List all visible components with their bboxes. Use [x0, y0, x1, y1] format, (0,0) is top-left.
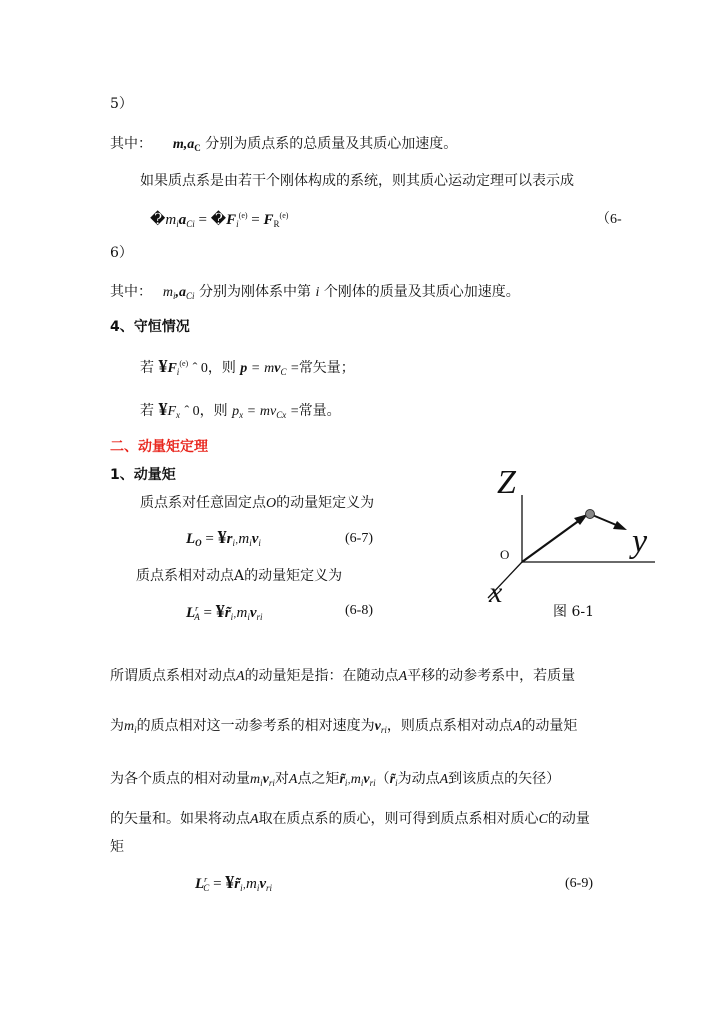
force-symbol: F	[167, 361, 177, 376]
point-symbol: A	[236, 669, 245, 684]
line-continuation	[110, 244, 133, 262]
subscript: i	[249, 538, 252, 548]
text: 如果质点系是由若干个刚体构成的系统，则其质心运动定理可以表示成	[140, 173, 574, 189]
text: 为	[110, 718, 124, 734]
velocity-symbol: v	[251, 531, 259, 547]
momentum-symbol: p	[232, 404, 240, 419]
text: ，则	[199, 403, 228, 419]
text: 个刚体的质量及其质心加速度。	[323, 284, 520, 300]
sum-glyph: ¥	[215, 601, 225, 621]
point-symbol: A	[398, 669, 408, 684]
equation-number: (6-7)	[345, 531, 373, 546]
superscript: r	[195, 604, 199, 613]
point-symbol: A	[512, 719, 522, 734]
subscript: x	[239, 410, 244, 420]
subscript: C	[203, 883, 210, 893]
mass-symbol: m	[350, 772, 361, 787]
position-symbol: r	[226, 531, 233, 547]
text: 的动量矩	[521, 718, 578, 734]
subscript: C	[280, 367, 287, 377]
text: 的质点相对这一动参考系的相对速度为	[136, 718, 375, 734]
paragraph-line-5: 矩	[110, 839, 124, 855]
cross-symbol: ‚	[235, 535, 239, 546]
section-heading-4: 4、守恒情况	[110, 319, 190, 335]
position-vector	[522, 517, 584, 562]
section-heading-2: 二、动量矩定理	[110, 439, 208, 455]
velocity-symbol: v	[374, 719, 381, 734]
subscript: i	[173, 291, 176, 301]
text: 所谓质点系相对动点	[110, 668, 236, 684]
subscript: i	[247, 612, 250, 622]
accel-symbol: a	[178, 212, 187, 228]
operator: =	[251, 212, 260, 228]
operator: =	[290, 404, 299, 419]
paragraph-line-3	[110, 770, 560, 792]
mass-symbol: m	[124, 719, 135, 734]
figure-label-origin: O	[500, 547, 510, 562]
equation-number: （6-	[596, 212, 622, 227]
superscript: (e)	[279, 211, 289, 220]
subscript: i	[232, 538, 235, 548]
paragraph-moving-point	[136, 567, 342, 585]
sum-glyph: ¥	[158, 356, 168, 376]
text: 其中：	[110, 284, 152, 300]
figure-label-z: Z	[497, 464, 516, 501]
line-continuation	[110, 95, 133, 113]
mass-symbol: m	[245, 876, 257, 892]
subscript: A	[194, 612, 200, 622]
force-symbol: F	[226, 212, 237, 228]
paragraph-where-2	[110, 283, 520, 305]
text: 取在质点系的质心，则可得到质点系相对质心	[258, 811, 539, 827]
text: 分别为质点系的总质量及其质心加速度。	[205, 136, 458, 152]
subscript: Ci	[186, 291, 195, 301]
position-symbol: r̃	[389, 772, 396, 787]
velocity-symbol: v	[259, 876, 267, 892]
cross-symbol: ‚	[242, 880, 246, 891]
force-symbol: F	[263, 212, 274, 228]
operator: =	[203, 605, 213, 621]
mass-symbol: m	[259, 404, 271, 419]
text: 对	[274, 771, 289, 787]
subscript: i	[176, 219, 179, 229]
text: 6）	[110, 245, 133, 261]
operator: =	[213, 876, 222, 892]
position-symbol: r̃	[224, 605, 231, 621]
momentum-moment-symbol: L	[186, 531, 196, 547]
mass-symbol: m	[264, 361, 275, 376]
text: 质点系对任意固定点	[140, 495, 266, 511]
figure-caption: 图 6-1	[553, 604, 594, 620]
velocity-symbol: v	[270, 404, 277, 419]
velocity-symbol: v	[274, 361, 281, 376]
sum-glyph: �	[150, 212, 166, 228]
superscript: (e)	[179, 359, 189, 368]
text: 的动量	[547, 811, 590, 827]
subscript: x	[176, 410, 181, 420]
subscript: i	[134, 725, 137, 735]
subscript: ri	[256, 612, 263, 622]
cross-symbol: ‚	[233, 609, 237, 620]
paragraph-line-4	[110, 810, 590, 829]
momentum-symbol: p	[240, 361, 248, 376]
text: 常矢量；	[298, 360, 355, 376]
operator: =	[251, 361, 260, 376]
mass-symbol: m	[250, 772, 261, 787]
text: ，则	[207, 360, 236, 376]
condition: ˆ 0	[192, 361, 208, 376]
mass-symbol: m	[238, 531, 250, 547]
sum-glyph: ¥	[158, 399, 168, 419]
sum-glyph: ¥	[225, 872, 235, 892]
paragraph-line-2	[110, 717, 577, 739]
cross-symbol: ‚	[347, 775, 351, 786]
figure-label-x: x	[489, 576, 503, 609]
paragraph-where-1	[110, 135, 457, 157]
subscript: Ci	[186, 219, 195, 229]
equation-number: (6-8)	[345, 603, 373, 618]
text: （	[375, 771, 390, 787]
text: 的动量矩定义为	[276, 495, 375, 511]
point-symbol: C	[538, 812, 548, 827]
velocity-arrowhead	[613, 521, 627, 530]
equation-6-8	[186, 600, 263, 626]
operator: =	[247, 404, 256, 419]
subscript: i	[236, 219, 239, 229]
point-symbol: A	[439, 772, 449, 787]
particle	[586, 510, 595, 519]
text: 的动量矩是指：在随动点	[244, 668, 399, 684]
subscript: i	[344, 778, 348, 788]
sum-glyph: ¥	[217, 527, 227, 547]
force-symbol: F	[167, 404, 177, 419]
subscript: i	[240, 883, 243, 893]
superscript: (e)	[238, 211, 248, 220]
point-symbol: O	[266, 496, 277, 511]
text: 分别为刚体系中第	[199, 284, 312, 300]
text: 若	[140, 360, 154, 376]
momentum-moment-symbol: L	[195, 876, 205, 892]
symbol: m,a	[172, 137, 195, 152]
subscript: i	[395, 778, 398, 788]
equation-number: (6-9)	[565, 876, 593, 891]
text: 平移的动参考系中，若质量	[407, 668, 576, 684]
condition-1	[140, 355, 355, 381]
subscript: R	[273, 219, 280, 229]
text: 质点系相对动点A的动量矩定义为	[136, 568, 343, 584]
subscript: ri	[268, 778, 275, 788]
subscript: i	[260, 778, 263, 788]
text: 5）	[110, 96, 133, 112]
velocity-symbol: v	[262, 772, 269, 787]
subscript: ri	[266, 883, 273, 893]
text: 其中：	[110, 136, 152, 152]
text: 常量。	[298, 403, 341, 419]
operator: =	[198, 212, 207, 228]
text: 的矢量和。如果将动点	[110, 811, 250, 827]
text: 到该质点的矢径）	[448, 771, 561, 787]
paragraph-rigid	[140, 172, 574, 190]
operator: =	[290, 361, 299, 376]
position-symbol: r̃	[234, 876, 241, 892]
subscript: O	[195, 538, 202, 548]
subscript: i	[360, 778, 364, 788]
sum-glyph: �	[210, 212, 227, 228]
index-symbol: i	[315, 285, 320, 300]
accel-symbol: ,a	[175, 285, 187, 300]
equation-6-9	[195, 871, 272, 897]
subscript: i	[258, 538, 261, 548]
paragraph-line-1	[110, 667, 575, 686]
mass-symbol: m	[165, 212, 177, 228]
subscript: ri	[369, 778, 376, 788]
subscript: i	[256, 883, 260, 893]
text: ，则质点系相对动点	[386, 718, 513, 734]
subscript: i	[176, 367, 180, 377]
velocity-symbol: v	[363, 772, 370, 787]
paragraph-fixed-point	[140, 494, 374, 513]
subscript: i	[230, 612, 234, 622]
condition: ˆ 0	[184, 404, 200, 419]
text: 为各个质点的相对动量	[110, 771, 250, 787]
subscript: C	[194, 143, 201, 153]
subscript: Cx	[276, 410, 287, 420]
mass-symbol: m	[236, 605, 248, 621]
position-symbol: r̃	[339, 772, 345, 787]
equation-6-7	[186, 528, 261, 552]
momentum-moment-symbol: L	[186, 605, 196, 621]
text: 点之矩	[297, 771, 340, 787]
point-symbol: A	[250, 812, 259, 827]
mass-symbol: m	[162, 285, 174, 300]
point-symbol: A	[288, 772, 298, 787]
operator: =	[205, 531, 214, 547]
text: 若	[140, 403, 154, 419]
figure-label-y: y	[632, 523, 648, 560]
subsection-heading-1: 1、动量矩	[110, 467, 176, 483]
velocity-symbol: v	[249, 605, 257, 621]
superscript: r	[204, 875, 208, 884]
subscript: ri	[380, 725, 387, 735]
condition-2	[140, 400, 341, 424]
text: 为动点	[397, 771, 440, 787]
equation-6-6	[150, 207, 288, 233]
